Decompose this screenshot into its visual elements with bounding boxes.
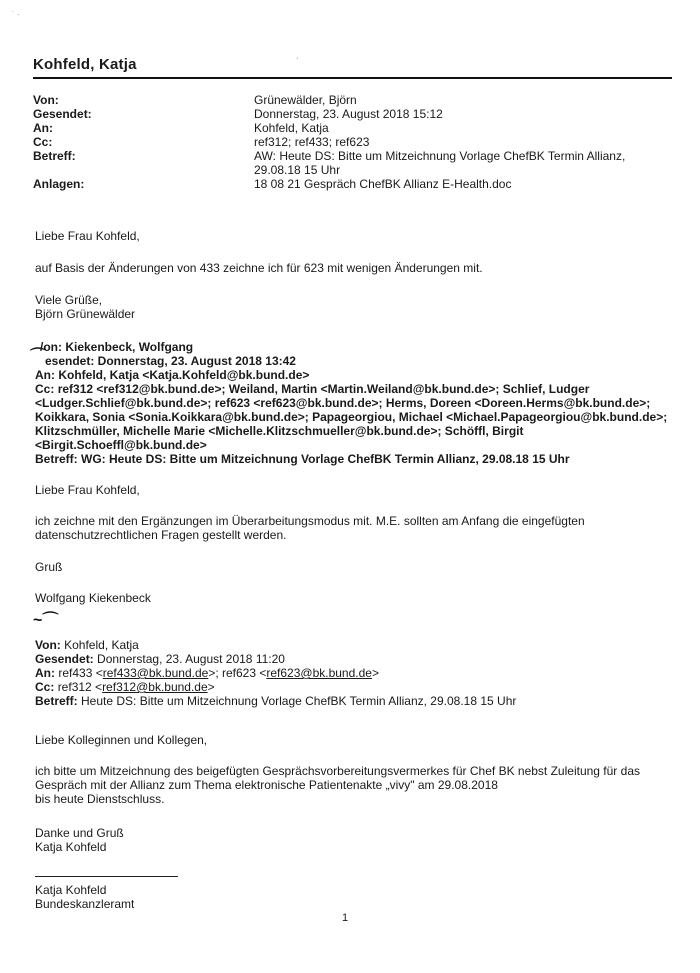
fwd1-header bbox=[35, 340, 675, 466]
scan-speck: ˙ · bbox=[12, 10, 20, 19]
mail1-body: auf Basis der Änderungen von 433 zeichne ich für 623 mit wenigen Änderungen mit. bbox=[35, 261, 483, 275]
fwd1-gesendet: esendet: Donnerstag, 23. August 2018 13:42 bbox=[45, 354, 296, 368]
fwd2-sender: Katja Kohfeld bbox=[35, 840, 107, 854]
header-label: Von: bbox=[33, 93, 59, 107]
header-row-von bbox=[33, 93, 673, 107]
fwd2-betreff-label: Betreff: bbox=[35, 694, 78, 708]
fwd2-cc-text: > bbox=[207, 680, 215, 694]
header-value: Kohfeld, Katja bbox=[254, 121, 329, 135]
header-label: Betreff: bbox=[33, 149, 76, 163]
header-row-anlagen bbox=[33, 177, 673, 191]
header-value: AW: Heute DS: Bitte um Mitzeichnung Vorlage ChefBK Termin Allianz, bbox=[254, 149, 626, 163]
scan-speck: ˊ bbox=[296, 57, 299, 66]
fwd2-von-label: Von: bbox=[35, 638, 61, 652]
signature-org: Bundeskanzleramt bbox=[35, 897, 135, 911]
fwd1-body bbox=[35, 514, 665, 542]
fwd2-body-line: Gespräch mit der Allianz zum Thema elektronische Patientenakte „vivy" am 29.08.2018 bbox=[35, 778, 498, 792]
fwd1-cc-line: Koikkara, Sonia <Sonia.Koikkara@bk.bund.de>; Papageorgiou, Michael <Michael.Papageorgiou@bk.bund.de>; bbox=[35, 410, 668, 424]
fwd1-cc-line: <Ludger.Schlief@bk.bund.de>; ref623 <ref623@bk.bund.de>; Herms, Doreen <Doreen.Herms@bk.bund.de>; bbox=[35, 396, 651, 410]
scan-hook-mark: ⌒ bbox=[30, 348, 47, 365]
email-link[interactable]: ref433@bk.bund.de bbox=[102, 666, 209, 680]
mail1-sender: Björn Grünewälder bbox=[35, 307, 136, 321]
fwd1-body-line: datenschutzrechtlichen Fragen gestellt werden. bbox=[35, 528, 287, 542]
fwd2-cc-text: ref312 < bbox=[57, 680, 103, 694]
scan-hook-mark: ~⌒ bbox=[33, 612, 59, 629]
fwd2-greeting: Liebe Kolleginnen und Kollegen, bbox=[35, 733, 208, 747]
fwd2-an-label: An: bbox=[35, 666, 55, 680]
header-label: Anlagen: bbox=[33, 177, 85, 191]
header-label: Cc: bbox=[33, 135, 53, 149]
document-title: Kohfeld, Katja bbox=[33, 56, 137, 73]
header-value: Grünewälder, Björn bbox=[254, 93, 357, 107]
fwd2-an-text: >; ref623 < bbox=[208, 666, 267, 680]
attachment-name[interactable]: 18 08 21 Gespräch ChefBK Allianz E-Health.doc bbox=[254, 177, 512, 191]
fwd1-betreff: WG: Heute DS: Bitte um Mitzeichnung Vorlage ChefBK Termin Allianz, 29.08.18 15 Uhr bbox=[81, 452, 570, 466]
signature-name: Katja Kohfeld bbox=[35, 883, 107, 897]
header-value: 29.08.18 15 Uhr bbox=[254, 163, 341, 177]
fwd1-von: /on: Kiekenbeck, Wolfgang bbox=[40, 340, 194, 354]
header-row-cc bbox=[33, 135, 673, 149]
fwd1-body-line: ich zeichne mit den Ergänzungen im Überarbeitungsmodus mit. M.E. sollten am Anfang die eingefügten bbox=[35, 514, 585, 528]
fwd1-cc-line: ref312 <ref312@bk.bund.de>; Weiland, Martin <Martin.Weiland@bk.bund.de>; Schlief, Ludger bbox=[57, 382, 590, 396]
email-link[interactable]: ref312@bk.bund.de bbox=[102, 680, 208, 694]
fwd1-cc-label: Cc: bbox=[35, 382, 55, 396]
header-label: An: bbox=[33, 121, 53, 135]
fwd2-cc-label: Cc: bbox=[35, 680, 55, 694]
mail1-greeting: Liebe Frau Kohfeld, bbox=[35, 229, 140, 243]
title-divider bbox=[33, 77, 672, 79]
fwd1-an: Kohfeld, Katja <Katja.Kohfeld@bk.bund.de> bbox=[58, 368, 310, 382]
fwd2-body bbox=[35, 764, 665, 806]
fwd2-closing: Danke und Gruß bbox=[35, 826, 124, 840]
fwd2-an-text: > bbox=[371, 666, 379, 680]
header-value: Donnerstag, 23. August 2018 15:12 bbox=[254, 107, 443, 121]
fwd2-body-line: ich bitte um Mitzeichnung des beigefügten Gesprächsvorbereitungsvermerkes für Chef BK nebst Zuleitung für das bbox=[35, 764, 640, 778]
email-header bbox=[33, 93, 673, 191]
fwd2-betreff: Heute DS: Bitte um Mitzeichnung Vorlage ChefBK Termin Allianz, 29.08.18 15 Uhr bbox=[81, 694, 517, 708]
fwd1-an-label: An: bbox=[35, 368, 55, 382]
header-row-gesendet bbox=[33, 107, 673, 121]
page-number: 1 bbox=[342, 912, 349, 924]
header-value: ref312; ref433; ref623 bbox=[254, 135, 370, 149]
fwd2-von: Kohfeld, Katja bbox=[64, 638, 139, 652]
header-row-betreff bbox=[33, 149, 673, 163]
header-label: Gesendet: bbox=[33, 107, 92, 121]
email-link[interactable]: ref623@bk.bund.de bbox=[266, 666, 372, 680]
fwd2-body-line: bis heute Dienstschluss. bbox=[35, 792, 165, 806]
fwd2-gesendet-label: Gesendet: bbox=[35, 652, 94, 666]
fwd2-header bbox=[35, 638, 675, 708]
header-label bbox=[33, 163, 254, 177]
fwd1-betreff-label: Betreff: bbox=[35, 452, 78, 466]
signature-divider bbox=[35, 876, 178, 877]
fwd1-closing: Gruß bbox=[35, 560, 63, 574]
mail1-closing: Viele Grüße, bbox=[35, 293, 103, 307]
fwd2-gesendet: Donnerstag, 23. August 2018 11:20 bbox=[97, 652, 285, 666]
header-row-an bbox=[33, 121, 673, 135]
fwd2-an-text: ref433 < bbox=[58, 666, 103, 680]
fwd1-greeting: Liebe Frau Kohfeld, bbox=[35, 483, 140, 497]
header-row-betreff-cont bbox=[33, 163, 673, 177]
fwd1-cc-line: Klitzschmüller, Michelle Marie <Michelle.Klitzschmueller@bk.bund.de>; Schöffl, Birgit <Birgit.Schoeffl@bk.bund.de> bbox=[35, 424, 524, 452]
fwd1-sender: Wolfgang Kiekenbeck bbox=[35, 591, 151, 605]
